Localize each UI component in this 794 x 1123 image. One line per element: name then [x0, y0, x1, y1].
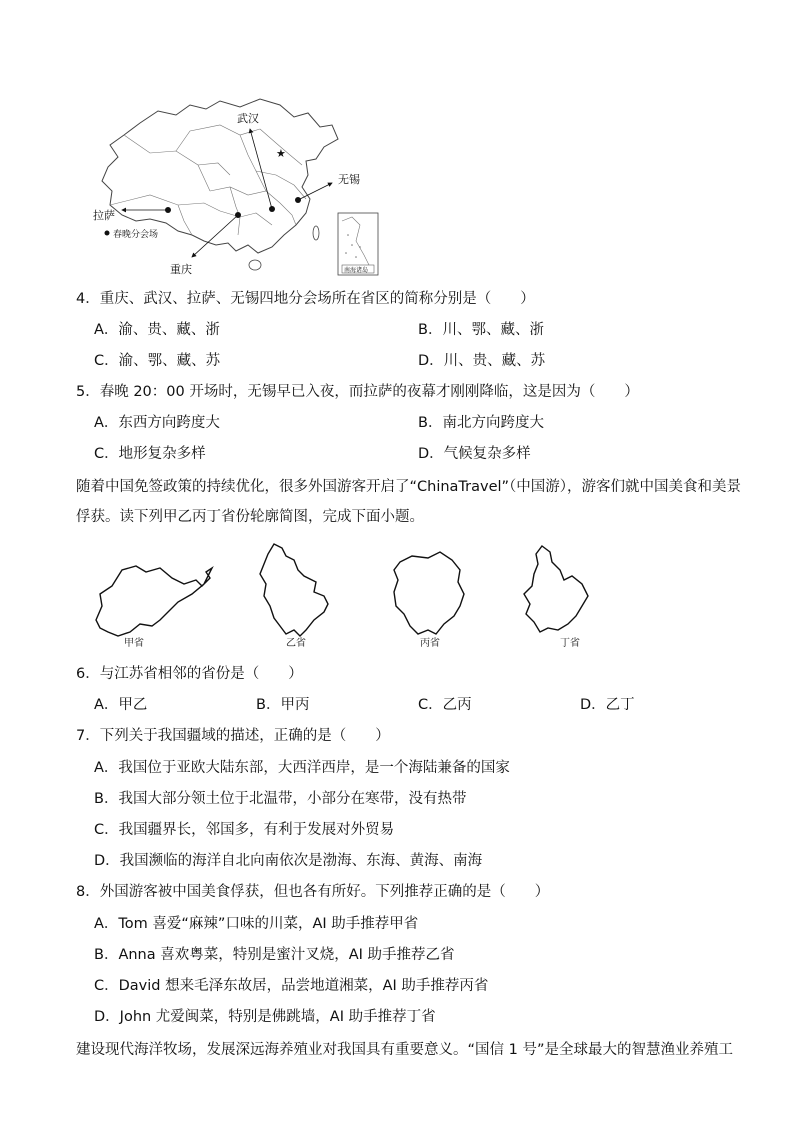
province-yi-label: 乙省	[286, 638, 306, 649]
q4-option-a[interactable]: A．渝、贵、藏、浙	[94, 322, 220, 338]
q5-option-c[interactable]: C．地形复杂多样	[94, 446, 206, 462]
province-ding-outline	[524, 546, 588, 632]
q5-option-d[interactable]: D．气候复杂多样	[418, 446, 531, 462]
q6-option-c[interactable]: C．乙丙	[418, 697, 472, 713]
question-7-stem: 7．下列关于我国疆域的描述，正确的是（ ）	[76, 728, 390, 744]
q6-option-d[interactable]: D．乙丁	[580, 697, 635, 713]
province-jia-outline	[96, 566, 212, 636]
question-4-stem: 4．重庆、武汉、拉萨、无锡四地分会场所在省区的简称分别是（ ）	[76, 291, 535, 307]
q6-option-a[interactable]: A．甲乙	[94, 697, 148, 713]
chongqing-label: 重庆	[170, 263, 192, 276]
q4-option-d[interactable]: D．川、贵、藏、苏	[418, 353, 546, 369]
q5-option-b[interactable]: B．南北方向跨度大	[418, 415, 544, 431]
legend-dot	[105, 231, 110, 236]
q8-option-b[interactable]: B．Anna 喜欢粤菜，特别是蜜汁叉烧，AI 助手推荐乙省	[94, 947, 455, 963]
q7-option-b[interactable]: B．我国大部分领土位于北温带，小部分在寒带，没有热带	[94, 791, 467, 807]
china-map	[80, 95, 390, 280]
question-6-stem: 6．与江苏省相邻的省份是（ ）	[76, 666, 303, 682]
taiwan-island	[313, 226, 319, 240]
wuhan-label: 武汉	[237, 112, 259, 125]
intro2-paragraph-line1: 建设现代海洋牧场，发展深远海养殖业对我国具有重要意义。“国信 1 号”是全球最大的智慧渔业养殖工	[76, 1042, 733, 1058]
intro-paragraph-line1: 随着中国免签政策的持续优化，很多外国游客开启了“ChinaTravel”（中国游），游客们就中国美食和美景	[76, 479, 742, 495]
q4-option-c[interactable]: C．渝、鄂、藏、苏	[94, 353, 221, 369]
question-5-stem: 5．春晚 20：00 开场时，无锡早已入夜，而拉萨的夜幕才刚刚降临，这是因为（ ）	[76, 384, 639, 400]
lhasa-label: 拉萨	[93, 209, 115, 222]
q7-option-d[interactable]: D．我国濒临的海洋自北向南依次是渤海、东海、黄海、南海	[94, 853, 483, 869]
q8-option-a[interactable]: A．Tom 喜爱“麻辣”口味的川菜，AI 助手推荐甲省	[94, 916, 419, 932]
province-bing-label: 丙省	[420, 638, 440, 649]
capital-star-icon: ★	[276, 147, 286, 160]
q4-option-b[interactable]: B．川、鄂、藏、浙	[418, 322, 544, 338]
province-yi-outline	[260, 544, 328, 636]
province-bing-outline	[394, 552, 464, 634]
wuxi-label: 无锡	[338, 173, 360, 186]
question-8-stem: 8．外国游客被中国美食俘获，但也各有所好。下列推荐正确的是（ ）	[76, 884, 550, 900]
q8-option-c[interactable]: C．David 想来毛泽东故居，品尝地道湘菜，AI 助手推荐丙省	[94, 978, 489, 994]
province-ding-label: 丁省	[560, 638, 580, 649]
q7-option-c[interactable]: C．我国疆界长，邻国多，有利于发展对外贸易	[94, 822, 395, 838]
q6-option-b[interactable]: B．甲丙	[256, 697, 310, 713]
province-outlines	[88, 540, 628, 652]
inset-label: 南海诸岛	[344, 267, 369, 274]
intro-paragraph-line2: 俘获。读下列甲乙丙丁省份轮廓简图，完成下面小题。	[76, 509, 424, 525]
province-jia-label: 甲省	[124, 638, 144, 649]
q7-option-a[interactable]: A．我国位于亚欧大陆东部，大西洋西岸，是一个海陆兼备的国家	[94, 760, 510, 776]
q5-option-a[interactable]: A．东西方向跨度大	[94, 415, 220, 431]
legend-label: 春晚分会场	[113, 230, 159, 240]
hainan-island	[249, 260, 261, 270]
q8-option-d[interactable]: D．John 尤爱闽菜，特别是佛跳墙，AI 助手推荐丁省	[94, 1009, 436, 1025]
